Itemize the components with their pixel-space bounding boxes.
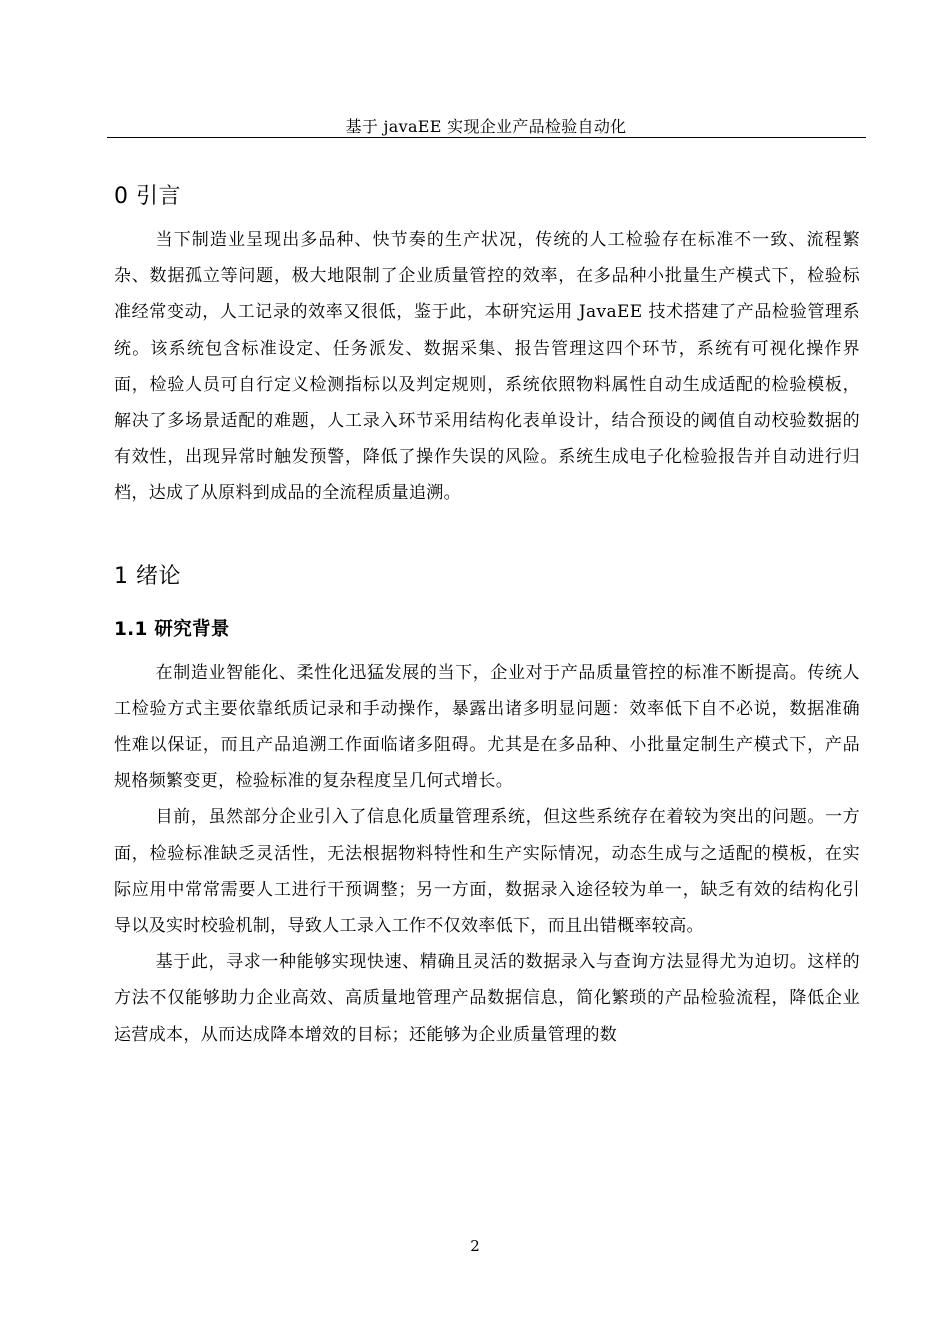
- background-paragraph-1: 在制造业智能化、柔性化迅猛发展的当下，企业对于产品质量管控的标准不断提高。传统人工检验方式主要依靠纸质记录和手动操作，暴露出诸多明显问题：效率低下自不必说，数据准确性难以保证，而且产品追溯工作面临诸多阻碍。尤其是在多品种、小批量定制生产模式下，产品规格频繁变更，检验标准的复杂程度呈几何式增长。: [114, 662, 860, 792]
- intro-paragraph: 当下制造业呈现出多品种、快节奏的生产状况，传统的人工检验存在标准不一致、流程繁杂、数据孤立等问题，极大地限制了企业质量管控的效率，在多品种小批量生产模式下，检验标准经常变动，人工记录的效率又很低，鉴于此，本研究运用 JavaEE 技术搭建了产品检验管理系统。该系统包含标准设定、任务派发、数据采集、报告管理这四个环节，系统有可视化操作界面，检验人员可自行定义检测指标以及判定规则，系统依照物料属性自动生成适配的检验模板，解决了多场景适配的难题，人工录入环节采用结构化表单设计，结合预设的阈值自动校验数据的有效性，出现异常时触发预警，降低了操作失误的风险。系统生成电子化检验报告并自动进行归档，达成了从原料到成品的全流程质量追溯。: [114, 230, 860, 504]
- page-number: 2: [470, 1237, 480, 1255]
- section-title-introduction: 0 引言: [114, 184, 181, 209]
- background-paragraph-2: 目前，虽然部分企业引入了信息化质量管理系统，但这些系统存在着较为突出的问题。一方面，检验标准缺乏灵活性，无法根据物料特性和生产实际情况，动态生成与之适配的模板，在实际应用中常常需要人工进行干预调整；另一方面，数据录入途径较为单一，缺乏有效的结构化引导以及实时校验机制，导致人工录入工作不仅效率低下，而且出错概率较高。: [114, 807, 860, 937]
- section-spacer: [114, 512, 860, 562]
- running-header: 基于 javaEE 实现企业产品检验自动化: [345, 117, 627, 136]
- background-paragraph-3: 基于此，寻求一种能够实现快速、精确且灵活的数据录入与查询方法显得尤为迫切。这样的方法不仅能够助力企业高效、高质量地管理产品数据信息，简化繁琐的产品检验流程，降低企业运营成本，从而达成降本增效的目标；还能够为企业质量管理的数: [114, 952, 860, 1045]
- header-rule: [107, 137, 866, 138]
- subsection-title-1-1: 1.1 研究背景: [114, 618, 230, 640]
- page-content: [114, 182, 860, 1053]
- chapter-title-1: 1 绪论: [114, 563, 181, 589]
